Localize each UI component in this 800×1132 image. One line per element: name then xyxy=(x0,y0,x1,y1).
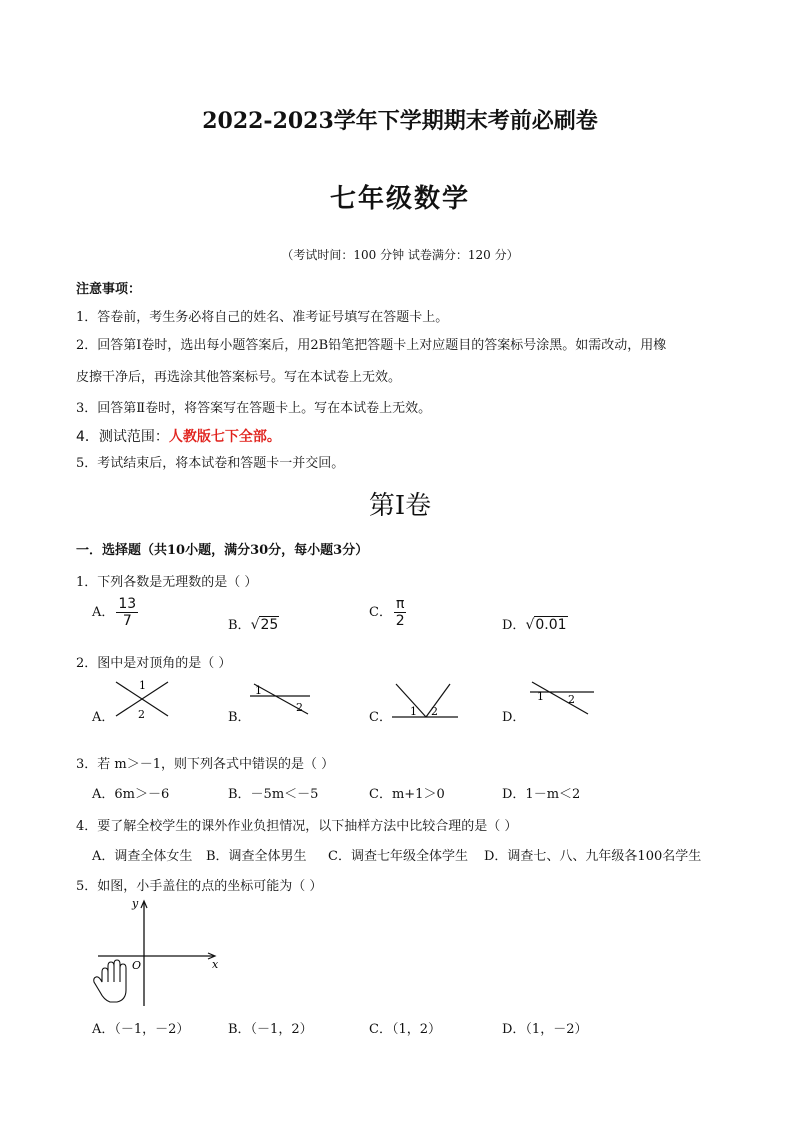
q4-option-b: B．调查全体男生 xyxy=(206,849,307,864)
line xyxy=(426,684,450,717)
question-4-stem: 4．要了解全校学生的课外作业负担情况，以下抽样方法中比较合理的是（ ） xyxy=(76,819,518,834)
note-item: 2．回答第Ⅰ卷时，选出每小题答案后，用2B铅笔把答题卡上对应题目的答案标号涂黑。如需改动，用橡 xyxy=(76,338,667,353)
q4-option-c: C．调查七年级全体学生 xyxy=(328,849,468,864)
q5-option-b: B．（－1，2） xyxy=(228,1022,313,1037)
option-label: B． xyxy=(228,618,251,633)
option-label: C． xyxy=(369,605,392,620)
angle-label: 2 xyxy=(431,705,438,718)
note-item: 1．答卷前，考生务必将自己的姓名、准考证号填写在答题卡上。 xyxy=(76,310,449,325)
volume-title: 第Ⅰ卷 xyxy=(368,491,432,521)
section-heading: 一．选择题（共10小题，满分30分，每小题3分） xyxy=(76,543,369,558)
question-1-stem: 1．下列各数是无理数的是（ ） xyxy=(76,575,258,590)
q5-option-c: C．（1，2） xyxy=(369,1022,441,1037)
note-item: 5．考试结束后，将本试卷和答题卡一并交回。 xyxy=(76,456,345,471)
note-scope-prefix: 4．测试范围： xyxy=(76,429,169,445)
angle-label: 1 xyxy=(255,684,262,697)
fraction-numerator: 13 xyxy=(118,596,137,612)
question-5-stem: 5．如图，小手盖住的点的坐标可能为（ ） xyxy=(76,879,323,894)
q2-label-d: D． xyxy=(502,710,526,725)
q3-option-d: D．1－m＜2 xyxy=(502,787,581,802)
question-2-stem: 2．图中是对顶角的是（ ） xyxy=(76,656,232,671)
exam-info: （考试时间：100 分钟 试卷满分：120 分） xyxy=(281,248,519,262)
square-root: √25 xyxy=(250,617,279,633)
radicand: 25 xyxy=(260,617,279,633)
q1-option-d xyxy=(502,614,568,633)
origin-label: O xyxy=(132,959,142,972)
question-3-stem: 3．若 m＞－1，则下列各式中错误的是（ ） xyxy=(76,757,335,772)
angle-label: 1 xyxy=(139,679,146,692)
note-item: 3．回答第Ⅱ卷时，将答案写在答题卡上。写在本试卷上无效。 xyxy=(76,401,432,416)
angle-label: 2 xyxy=(138,708,145,721)
q5-option-a: A．（－1，－2） xyxy=(92,1022,190,1037)
q3-option-c: C．m+1＞0 xyxy=(369,787,445,802)
q4-option-d: D．调查七、八、九年级各100名学生 xyxy=(484,849,702,864)
coordinate-plane xyxy=(90,896,230,1008)
angle-label: 2 xyxy=(568,693,575,706)
q2-label-b: B． xyxy=(228,710,251,725)
fraction xyxy=(116,596,138,629)
q3-option-a: A．6m＞－6 xyxy=(92,787,170,802)
square-root: √0.01 xyxy=(525,617,567,633)
q4-option-a: A．调查全体女生 xyxy=(92,849,193,864)
angle-label: 1 xyxy=(537,690,544,703)
q3-option-b: B．－5m＜－5 xyxy=(228,787,319,802)
angle-label: 2 xyxy=(296,701,303,714)
q2-label-a: A． xyxy=(92,710,115,725)
y-axis-label: y xyxy=(132,897,139,910)
page-title: 2022-2023学年下学期期末考前必刷卷 xyxy=(202,108,598,134)
fraction-denominator: 2 xyxy=(395,613,405,629)
note-item-scope xyxy=(76,426,281,446)
diagram-b-crossing-lines xyxy=(248,678,312,722)
note-item: 皮擦干净后，再选涂其他答案标号。写在本试卷上无效。 xyxy=(76,370,402,385)
q1-option-a xyxy=(92,596,138,629)
note-scope-suffix: 。 xyxy=(266,429,281,445)
q2-label-c: C． xyxy=(369,710,392,725)
option-label: D． xyxy=(502,618,526,633)
q1-option-c xyxy=(369,596,406,629)
hand-icon xyxy=(94,960,126,1002)
angle-label: 1 xyxy=(410,705,417,718)
page-subtitle: 七年级数学 xyxy=(329,184,470,214)
radicand: 0.01 xyxy=(535,617,567,633)
diagram-d-crossing-lines xyxy=(528,678,596,722)
diagram-a-intersecting-lines xyxy=(112,676,172,722)
fraction xyxy=(394,596,406,629)
option-label: A． xyxy=(92,605,115,620)
fraction-denominator: 7 xyxy=(122,613,132,629)
note-scope-range: 人教版七下全部 xyxy=(168,429,267,445)
notes-heading: 注意事项： xyxy=(76,282,142,297)
x-axis-label: x xyxy=(212,958,219,971)
q1-option-b xyxy=(228,614,279,633)
fraction-numerator: π xyxy=(395,596,405,612)
diagram-c-two-rays xyxy=(390,680,460,720)
q5-option-d: D．（1，－2） xyxy=(502,1022,588,1037)
